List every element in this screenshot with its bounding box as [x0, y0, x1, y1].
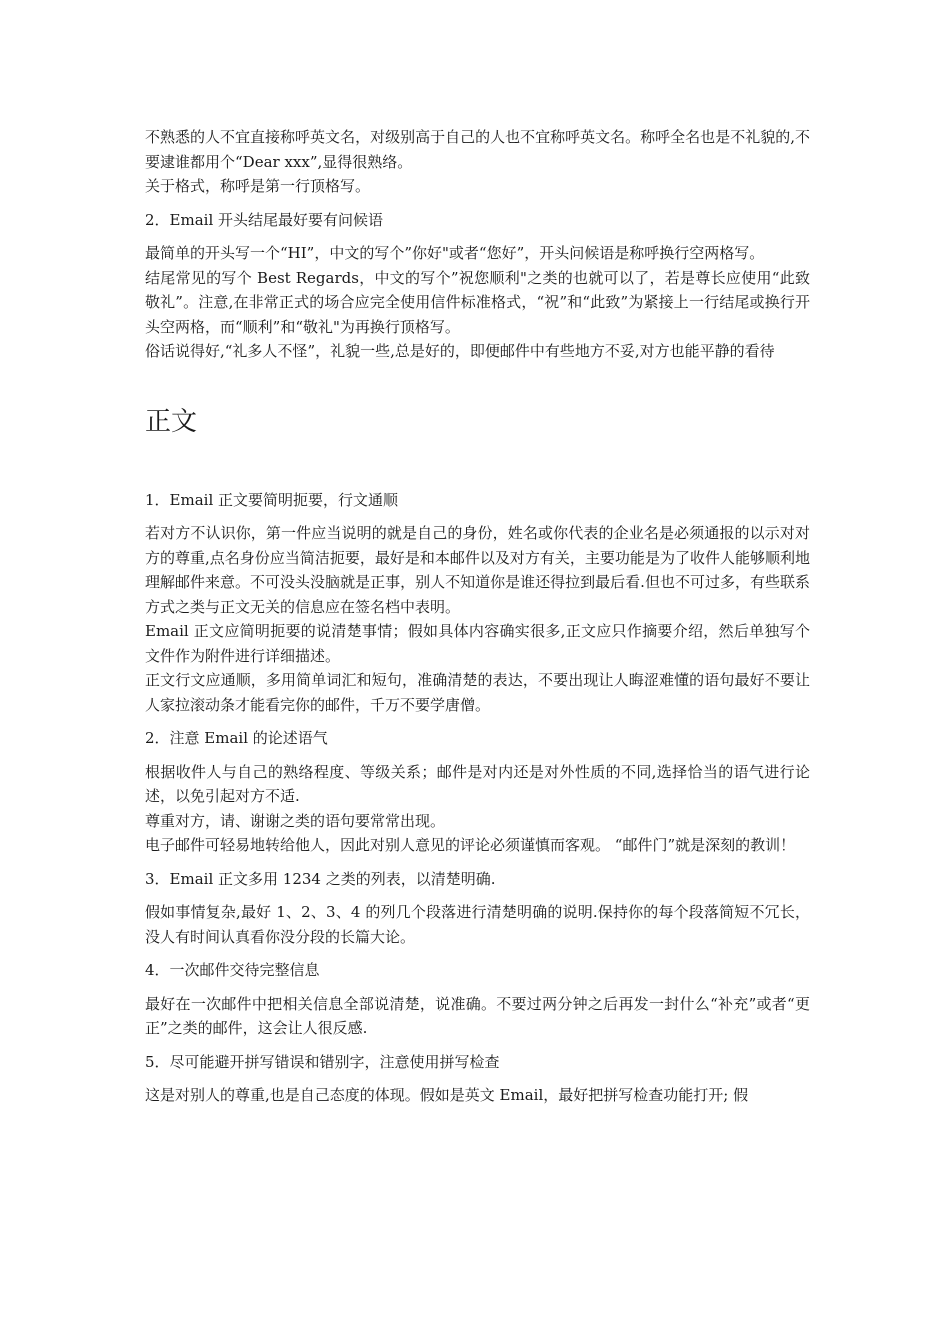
body-paragraph: 根据收件人与自己的熟络程度、等级关系；邮件是对内还是对外性质的不同,选择恰当的语气进行论述，以免引起对方不适.	[145, 762, 810, 805]
body-paragraph: 最简单的开头写一个“HI”，中文的写个”你好"或者“您好”，开头问候语是称呼换行空两格写。	[145, 244, 765, 262]
body-paragraph: 最好在一次邮件中把相关信息全部说清楚，说准确。不要过两分钟之后再发一封什么“补充”或者“更正”之类的邮件，这会让人很反感.	[145, 994, 810, 1037]
section-heading: 2．Email 开头结尾最好要有问候语	[145, 210, 384, 229]
body-paragraph: 结尾常见的写个 Best Regards，中文的写个”祝您顺利"之类的也就可以了，若是尊长应使用“此致敬礼”。注意,在非常正式的场合应完全使用信件标准格式，“祝”和“此致”为紧接上一行结尾或换行开头空两格，而“顺利”和“敬礼"为再换行顶格写。	[145, 268, 810, 336]
body-paragraph: 尊重对方，请、谢谢之类的语句要常常出现。	[145, 811, 446, 830]
section-heading: 4．一次邮件交待完整信息	[145, 961, 320, 979]
body-paragraph: 这是对别人的尊重,也是自己态度的体现。假如是英文 Email，最好把拼写检查功能打开; 假	[145, 1086, 749, 1104]
body-paragraph: Email 正文应简明扼要的说清楚事情；假如具体内容确实很多,正文应只作摘要介绍，然后单独写个文件作为附件进行详细描述。	[145, 622, 810, 665]
body-paragraph: 若对方不认识你，第一件应当说明的就是自己的身份，姓名或你代表的企业名是必须通报的以示对对方的尊重,点名身份应当简洁扼要，最好是和本邮件以及对方有关，主要功能是为了收件人能够顺利地理解邮件来意。不可没头没脑就是正事，别人不知道你是谁还得拉到最后看.但也不可过多，有些联系方式之类与正文无关的信息应在签名档中表明。	[145, 524, 810, 616]
intro-paragraph: 关于格式，称呼是第一行顶格写。	[145, 177, 371, 195]
document-page	[145, 125, 810, 1108]
section-title: 正文	[145, 406, 198, 437]
section-heading: 2．注意 Email 的论述语气	[145, 729, 328, 747]
section-heading: 3．Email 正文多用 1234 之类的列表，以清楚明确.	[145, 869, 496, 888]
intro-paragraph: 不熟悉的人不宜直接称呼英文名，对级别高于自己的人也不宜称呼英文名。称呼全名也是不礼貌的,不要逮谁都用个“Dear xxx”,显得很熟络。	[145, 128, 810, 171]
body-paragraph: 正文行文应通顺，多用简单词汇和短句，准确清楚的表达，不要出现让人晦涩难懂的语句最好不要让人家拉滚动条才能看完你的邮件，千万不要学唐僧。	[145, 671, 810, 714]
body-paragraph: 假如事情复杂,最好 1、2、3、4 的列几个段落进行清楚明确的说明.保持你的每个段落简短不冗长，没人有时间认真看你没分段的长篇大论。	[145, 903, 810, 946]
section-heading: 1．Email 正文要简明扼要，行文通顺	[145, 490, 399, 509]
body-paragraph: 电子邮件可轻易地转给他人，因此对别人意见的评论必须谨慎而客观。 “邮件门”就是深刻的教训！	[145, 836, 796, 854]
body-paragraph: 俗话说得好,“礼多人不怪”，礼貌一些,总是好的，即便邮件中有些地方不妥,对方也能平静的看待	[145, 342, 775, 360]
section-heading: 5．尽可能避开拼写错误和错别字，注意使用拼写检查	[145, 1052, 500, 1071]
